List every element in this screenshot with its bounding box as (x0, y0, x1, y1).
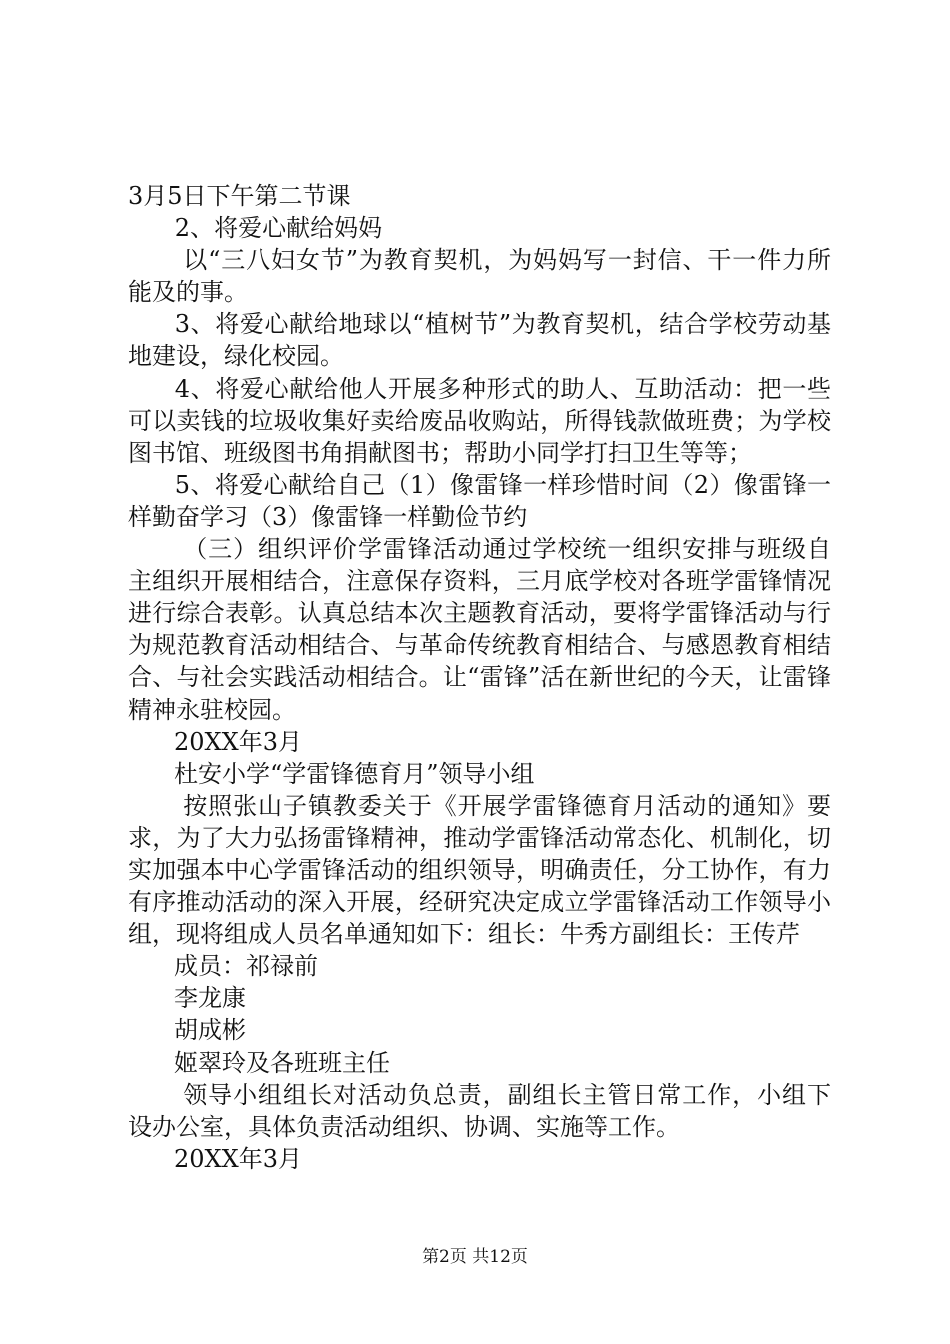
paragraph-item-2-heading: 2、将爱心献给妈妈 (174, 214, 383, 243)
paragraph-member-3: 胡成彬 (174, 1016, 246, 1045)
paragraph-group-title: 杜安小学“学雷锋德育月”领导小组 (174, 759, 535, 788)
paragraph-item-3: 3、将爱心献给地球以“植树节”为教育契机，结合学校劳动基地建设，绿化校园。 (128, 310, 831, 371)
paragraph-responsibility: 领导小组组长对活动负总责，副组长主管日常工作，小组下设办公室，具体负责活动组织、协调、实施等工作。 (128, 1080, 831, 1141)
paragraph-section-3: （三）组织评价学雷锋活动通过学校统一组织安排与班级自主组织开展相结合，注意保存资料，三月底学校对各班学雷锋情况进行综合表彰。认真总结本次主题教育活动，要将学雷锋活动与行为规范教育活动相结合、与革命传统教育相结合、与感恩教育相结合、与社会实践活动相结合。让“雷锋”活在新世纪的今天，让雷锋精神永驻校园。 (128, 535, 831, 724)
paragraph-member-2: 李龙康 (174, 984, 246, 1013)
page-footer: 第2页 共12页 (422, 1247, 528, 1267)
paragraph-date-1: 20XX年3月 (174, 727, 302, 756)
paragraph-item-4: 4、将爱心献给他人开展多种形式的助人、互助活动：把一些可以卖钱的垃圾收集好卖给废品收购站，所得钱款做班费；为学校图书馆、班级图书角捐献图书；帮助小同学打扫卫生等等； (128, 374, 831, 467)
paragraph-members: 成员：祁禄前 (174, 952, 318, 981)
document-body (128, 180, 831, 1175)
paragraph-date-2: 20XX年3月 (174, 1144, 302, 1173)
paragraph-item-5: 5、将爱心献给自己（1）像雷锋一样珍惜时间（2）像雷锋一样勤奋学习（3）像雷锋一样勤俭节约 (128, 470, 831, 531)
paragraph-notice: 按照张山子镇教委关于《开展学雷锋德育月活动的通知》要求，为了大力弘扬雷锋精神，推动学雷锋活动常态化、机制化，切实加强本中心学雷锋活动的组织领导，明确责任，分工协作，有力有序推动活动的深入开展，经研究决定成立学雷锋活动工作领导小组，现将组成人员名单通知如下：组长：牛秀方副组长：王传芹 (128, 791, 831, 949)
paragraph-time: 3月5日下午第二节课 (128, 182, 351, 210)
paragraph-member-4: 姬翠玲及各班班主任 (174, 1048, 390, 1077)
paragraph-item-2-body: 以“三八妇女节”为教育契机，为妈妈写一封信、干一件力所能及的事。 (128, 246, 831, 307)
